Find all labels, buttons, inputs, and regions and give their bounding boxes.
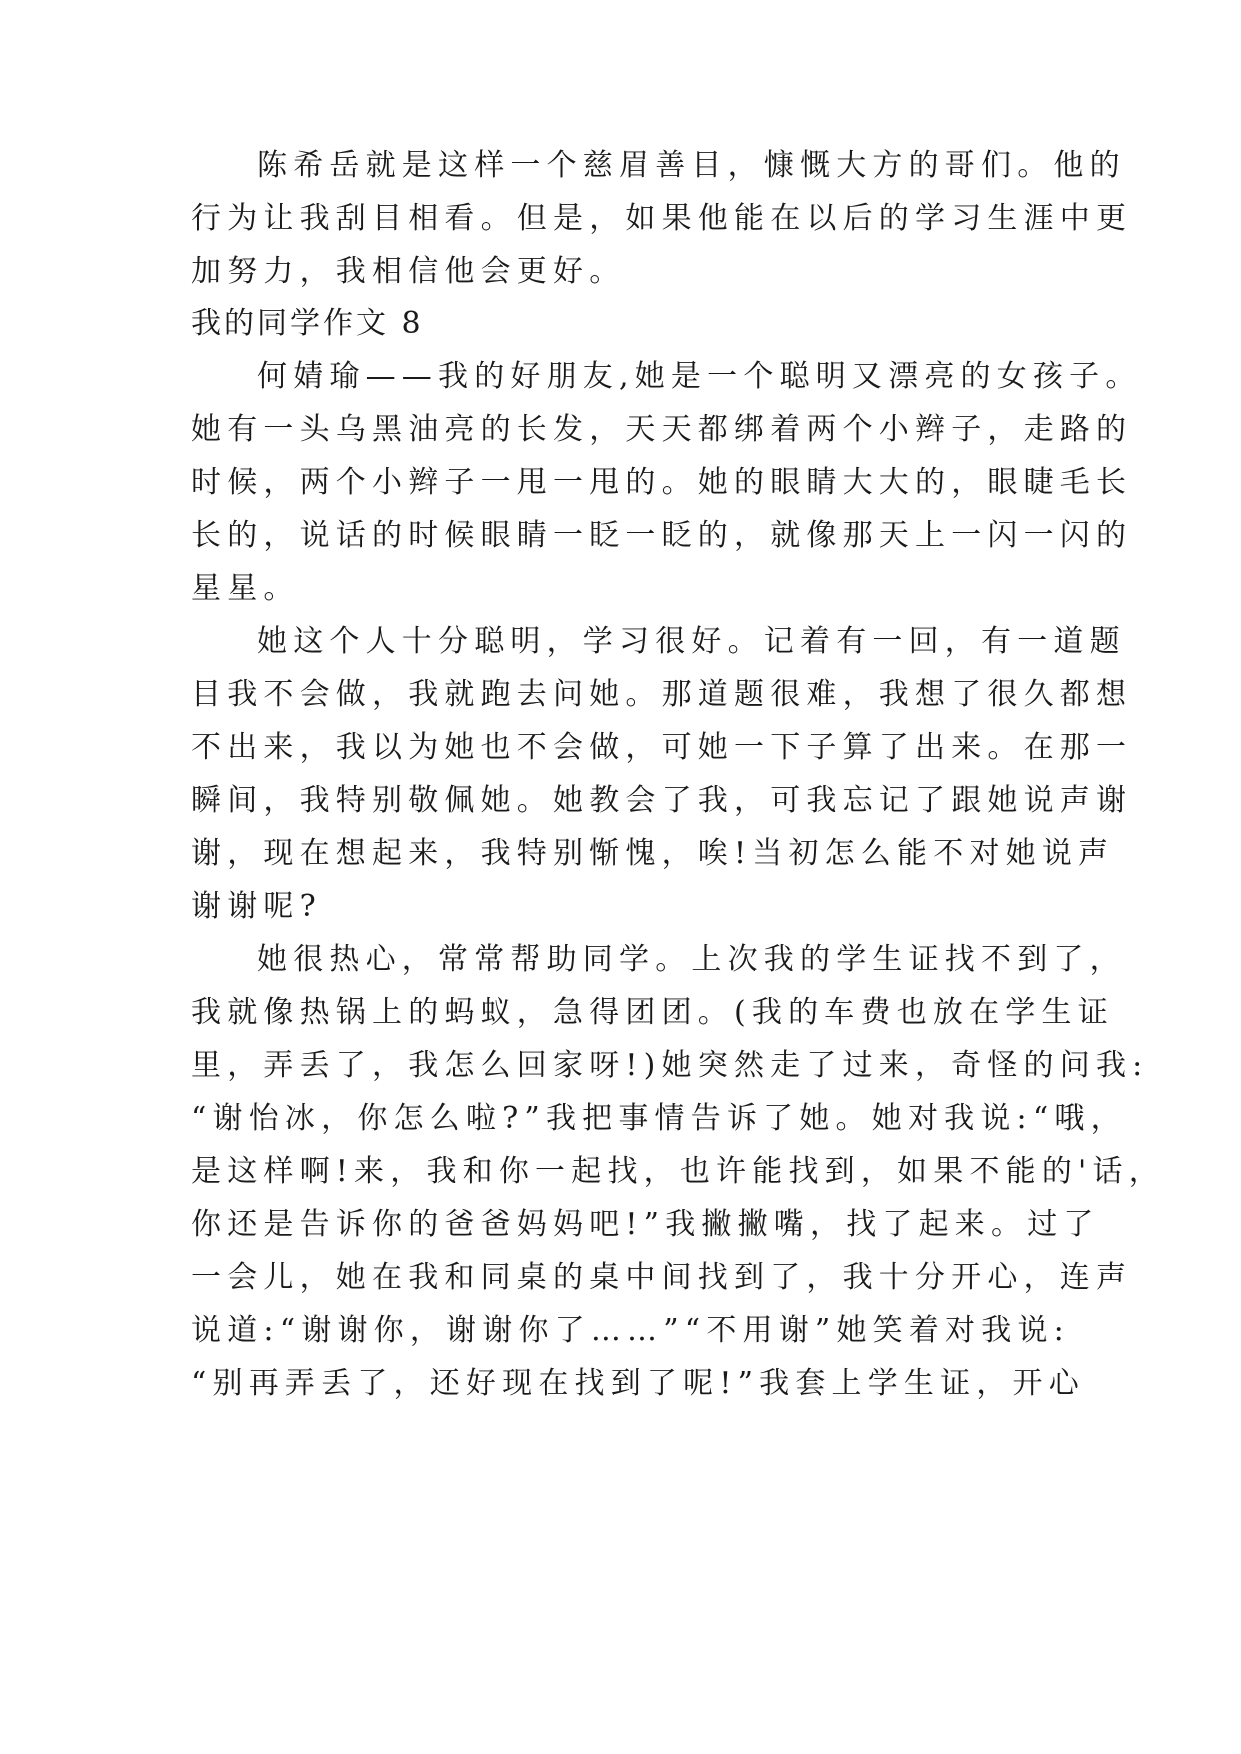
paragraph-line: 瞬间，我特别敬佩她。她教会了我，可我忘记了跟她说声谢 <box>191 783 1133 818</box>
paragraph-line: 说道:“谢谢你，谢谢你了……”“不用谢”她笑着对我说: <box>191 1313 1070 1348</box>
paragraph-line: 不出来，我以为她也不会做，可她一下子算了出来。在那一 <box>191 730 1133 765</box>
paragraph-line: 长的，说话的时候眼睛一眨一眨的，就像那天上一闪一闪的 <box>191 518 1133 553</box>
paragraph-line: 我就像热锅上的蚂蚁，急得团团。(我的车费也放在学生证 <box>191 995 1114 1030</box>
paragraph-line: “谢怡冰，你怎么啦?”我把事情告诉了她。她对我说:“哦， <box>191 1101 1127 1136</box>
paragraph-line: 一会儿，她在我和同桌的桌中间找到了，我十分开心，连声 <box>191 1260 1133 1295</box>
paragraph-line: 陈希岳就是这样一个慈眉善目，慷慨大方的哥们。他的 <box>257 148 1126 183</box>
paragraph-line: “别再弄丢了，还好现在找到了呢!”我套上学生证，开心 <box>191 1366 1085 1401</box>
paragraph-line: 何婧瑜——我的好朋友,她是一个聪明又漂亮的女孩子。 <box>257 359 1142 394</box>
paragraph-line: 是这样啊!来，我和你一起找，也许能找到，如果不能的'话， <box>191 1154 1165 1189</box>
paragraph-line: 行为让我刮目相看。但是，如果他能在以后的学习生涯中更 <box>191 201 1133 236</box>
paragraph-line: 她有一头乌黑油亮的长发，天天都绑着两个小辫子，走路的 <box>191 412 1133 447</box>
paragraph-line: 里，弄丢了，我怎么回家呀!)她突然走了过来，奇怪的问我: <box>191 1048 1149 1083</box>
paragraph-line: 她很热心，常常帮助同学。上次我的学生证找不到了， <box>257 942 1126 977</box>
paragraph-line: 星星。 <box>191 571 300 606</box>
paragraph-line: 她这个人十分聪明，学习很好。记着有一回，有一道题 <box>257 624 1126 659</box>
paragraph-line: 谢谢呢? <box>191 889 322 924</box>
paragraph-line: 目我不会做，我就跑去问她。那道题很难，我想了很久都想 <box>191 677 1133 712</box>
paragraph-line: 谢，现在想起来，我特别惭愧，唉!当初怎么能不对她说声 <box>191 836 1115 871</box>
section-heading: 我的同学作文 8 <box>191 306 424 341</box>
paragraph-line: 加努力，我相信他会更好。 <box>191 254 626 289</box>
paragraph-line: 时候，两个小辫子一甩一甩的。她的眼睛大大的，眼睫毛长 <box>191 465 1133 500</box>
paragraph-line: 你还是告诉你的爸爸妈妈吧!”我撇撇嘴，找了起来。过了 <box>191 1207 1100 1242</box>
